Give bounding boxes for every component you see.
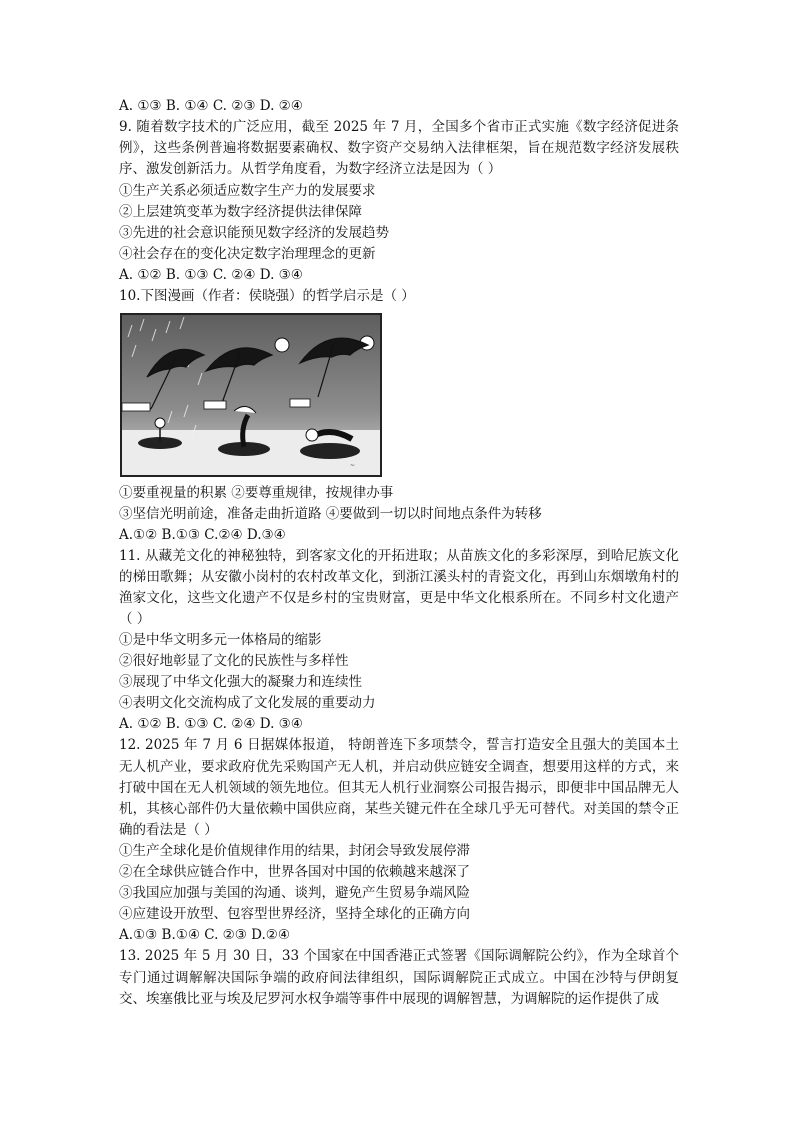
q12-option-3: ③我国应加强与美国的沟通、谈判，避免产生贸易争端风险 <box>119 885 470 902</box>
q9-option-1: ①生产关系必须适应数字生产力的发展要求 <box>119 182 376 199</box>
q11-option-2: ②很好地彰显了文化的民族性与多样性 <box>119 653 349 670</box>
q12-option-2: ②在全球供应链合作中，世界各国对中国的依赖越来越深了 <box>119 864 470 881</box>
q10-option-3-4: ③坚信光明前途，准备走曲折道路 ④要做到一切以时间地点条件为转移 <box>119 505 542 522</box>
q11-option-3: ③展现了中华文化强大的凝聚力和连续性 <box>119 674 362 691</box>
q9-stem: 9. 随着数字技术的广泛应用，截至 2025 年 7 月，全国多个省市正式实施《数字经济促进条例》，这些条例普遍将数据要素确权、数字资产交易纳入法律框架，旨在规范数字经济发展秩序、激发创新活力。从哲学角度看，为数字经济立法是因为（ ） <box>119 119 679 178</box>
q12-options: A.①③ B.①④ C. ②③ D.②④ <box>119 927 291 944</box>
q9-option-2: ②上层建筑变革为数字经济提供法律保障 <box>119 203 362 220</box>
q10-stem: 10.下图漫画（作者：侯晓强）的哲学启示是（ ） <box>119 287 415 304</box>
q10-options: A.①② B.①③ C.②④ D.③④ <box>119 526 286 543</box>
svg-text:~: ~ <box>350 461 356 469</box>
q8-options: A. ①③ B. ①④ C. ②③ D. ②④ <box>119 98 303 114</box>
q13-stem: 13. 2025 年 5 月 30 日，33 个国家在中国香港正式签署《国际调解院公约》，作为全球首个专门通过调解解决国际争端的政府间法律组织，国际调解院正式成立。中国在沙特与伊朗复交、埃塞俄比亚与埃及尼罗河水权争端等事件中展现的调解智慧，为调解院的运作提供了成 <box>119 948 679 1007</box>
cartoon-drawing <box>122 315 380 475</box>
q12-stem: 12. 2025 年 7 月 6 日据媒体报道， 特朗普连下多项禁令，誓言打造安全且强大的美国本土无人机产业，要求政府优先采购国产无人机，并启动供应链安全调查，想要用这样的方式，来打破中国在无人机领域的领先地位。但其无人机行业洞察公司报告揭示，即便非中国品牌无人机，其核心部件仍大量依赖中国供应商，某些关键元件在全球几乎无可替代。对美国的禁令正确的看法是（ ） <box>119 737 679 839</box>
q12-option-4: ④应建设开放型、包容型世界经济，坚持全球化的正确方向 <box>119 906 470 923</box>
umbrella-cartoon-image <box>120 313 382 477</box>
q10-option-1-2: ①要重视量的积累 ②要尊重规律，按规律办事 <box>119 484 394 501</box>
q11-option-4: ④表明文化交流构成了文化发展的重要动力 <box>119 695 376 712</box>
q9-options: A. ①② B. ①③ C. ②④ D. ③④ <box>119 266 303 283</box>
q11-option-1: ①是中华文明多元一体格局的缩影 <box>119 632 322 649</box>
q12-option-1: ①生产全球化是价值规律作用的结果，封闭会导致发展停滞 <box>119 843 470 860</box>
q11-stem: 11. 从藏羌文化的神秘独特，到客家文化的开拓进取；从苗族文化的多彩深厚，到哈尼族文化的梯田歌舞；从安徽小岗村的农村改革文化，到浙江溪头村的青瓷文化，再到山东烟墩角村的渔家文化，这些文化遗产不仅是乡村的宝贵财富，更是中华文化根系所在。不同乡村文化遗产（ ） <box>119 547 679 628</box>
q9-option-4: ④社会存在的变化决定数字治理理念的更新 <box>119 245 376 262</box>
exam-page <box>119 96 679 1010</box>
q9-option-3: ③先进的社会意识能预见数字经济的发展趋势 <box>119 224 389 241</box>
q11-options: A. ①② B. ①③ C. ②④ D. ③④ <box>119 716 303 733</box>
